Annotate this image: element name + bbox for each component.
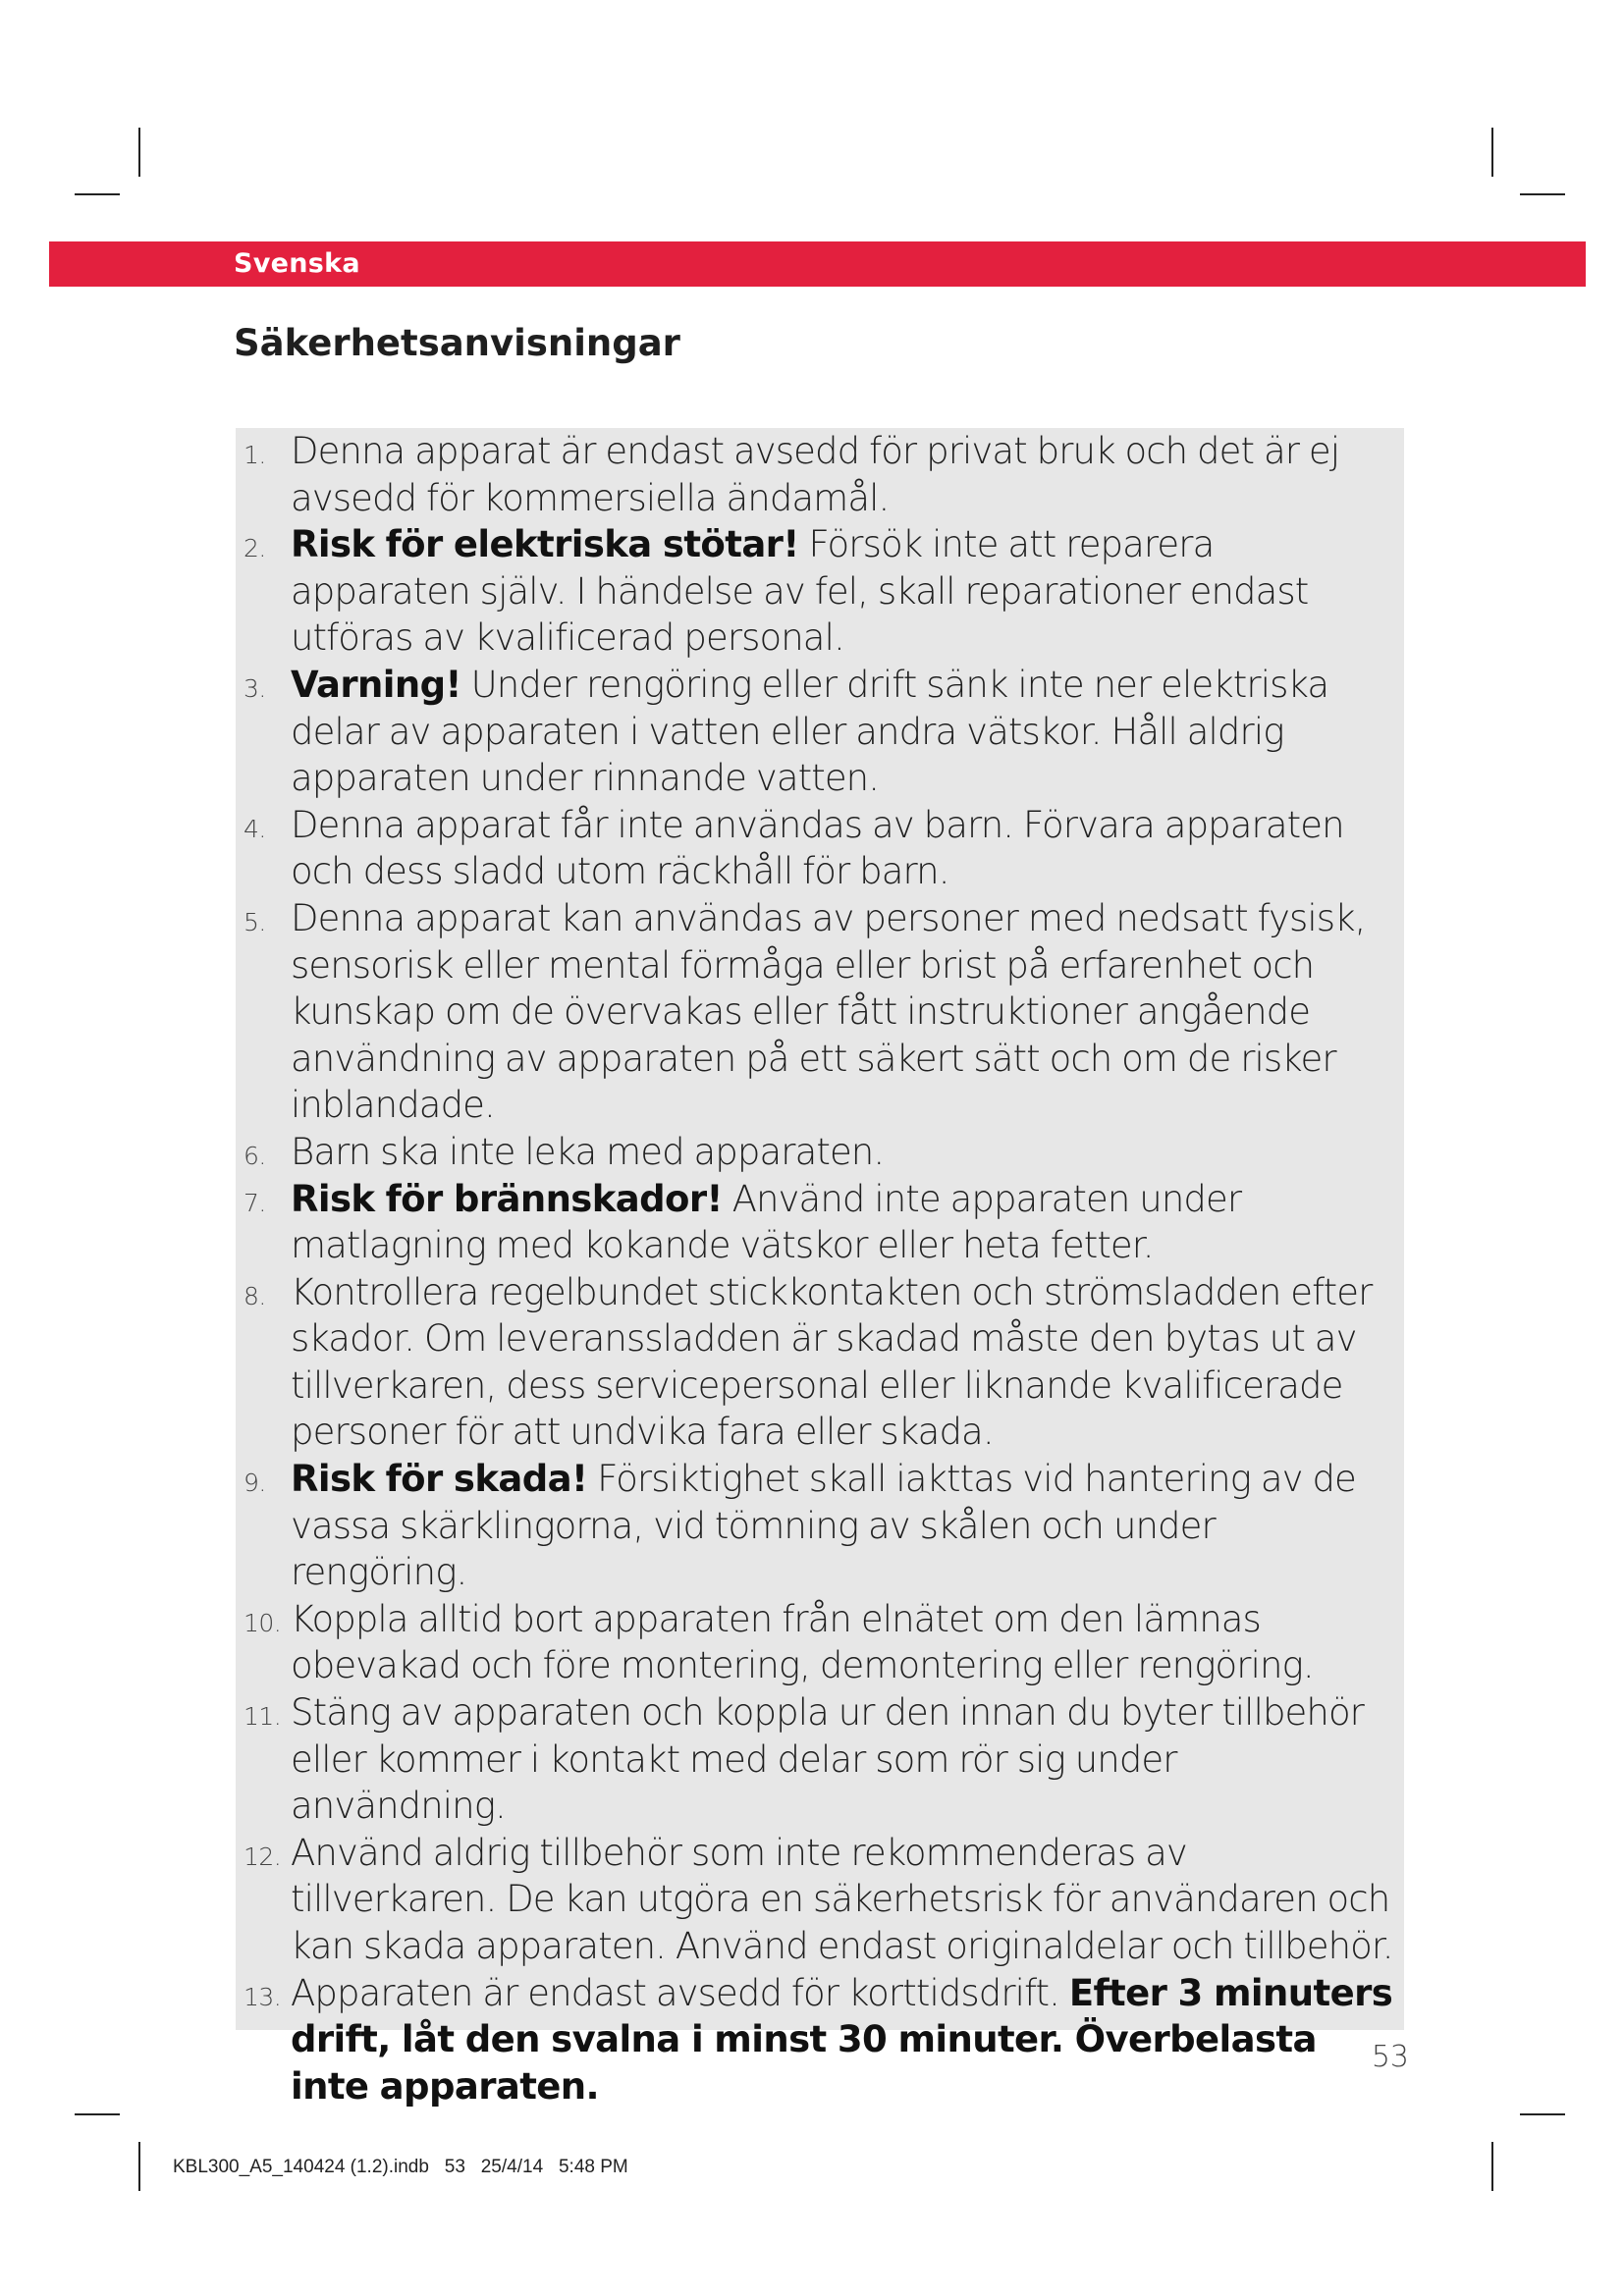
item-number: 5. bbox=[244, 907, 266, 936]
print-slug: KBL300_A5_140424 (1.2).indb 53 25/4/14 5:48 PM bbox=[173, 2157, 628, 2177]
item-number: 7. bbox=[244, 1188, 266, 1217]
item-warning-label: Risk för elektriska stötar! bbox=[291, 523, 799, 566]
safety-item bbox=[244, 1176, 1394, 1269]
safety-item bbox=[244, 1129, 1394, 1176]
safety-item bbox=[244, 1689, 1394, 1830]
item-number: 13. bbox=[244, 1982, 282, 2011]
item-number: 10. bbox=[244, 1608, 282, 1637]
item-warning-label: Risk för skada! bbox=[291, 1458, 588, 1501]
item-text: Under rengöring eller drift sänk inte ner elektriska delar av apparaten i vatten eller andra vätskor. Håll aldrig apparaten under rinnande vatten. bbox=[291, 663, 1329, 800]
crop-mark-top-left-vertical bbox=[138, 128, 140, 177]
item-warning-label: Varning! bbox=[291, 663, 461, 706]
item-warning-label: Risk för brännskador! bbox=[291, 1177, 723, 1220]
crop-mark-bottom-right-horizontal bbox=[1520, 2113, 1565, 2115]
safety-item bbox=[244, 662, 1394, 802]
item-text: Koppla alltid bort apparaten från elnätet om den lämnas obevakad och före montering, demontering eller rengöring. bbox=[291, 1597, 1314, 1687]
item-text: Stäng av apparaten och koppla ur den innan du byter tillbehör eller kommer i kontakt med delar som rör sig under användning. bbox=[291, 1691, 1364, 1828]
item-text: Försök inte att reparera apparaten själv. I händelse av fel, skall reparationer endast utföras av kvalificerad personal. bbox=[291, 523, 1309, 660]
language-header-bar bbox=[49, 241, 1586, 287]
item-text: Använd inte apparaten under matlagning med kokande vätskor eller heta fetter. bbox=[291, 1177, 1242, 1267]
safety-item bbox=[244, 428, 1394, 521]
safety-item bbox=[244, 1830, 1394, 1970]
crop-mark-bottom-left-vertical bbox=[138, 2142, 140, 2191]
item-text: Denna apparat kan användas av personer med nedsatt fysisk, sensorisk eller mental förmåga eller brist på erfarenhet och kunskap om de övervakas eller fått instruktioner angående användning av apparaten på ett säkert sätt och om de risker inblandade. bbox=[291, 896, 1366, 1127]
safety-item bbox=[244, 1456, 1394, 1596]
item-text: Använd aldrig tillbehör som inte rekommenderas av tillverkaren. De kan utgöra en säkerhetsrisk för användaren och kan skada apparaten. Använd endast originaldelar och tillbehör. bbox=[291, 1831, 1393, 1967]
section-title: Säkerhetsanvisningar bbox=[234, 322, 680, 364]
item-number: 2. bbox=[244, 534, 266, 563]
crop-mark-top-right-vertical bbox=[1491, 128, 1493, 177]
item-number: 1. bbox=[244, 441, 266, 469]
item-number: 12. bbox=[244, 1842, 282, 1871]
safety-item bbox=[244, 521, 1394, 662]
crop-mark-top-right-horizontal bbox=[1520, 193, 1565, 195]
item-emphasis: Efter 3 minuters drift, låt den svalna i minst 30 minuter. Överbelasta inte apparaten. bbox=[291, 1971, 1393, 2108]
item-text: Kontrollera regelbundet stickkontakten och strömsladden efter skador. Om leveranssladden är skadad måste den bytas ut av tillverkaren, dess servicepersonal eller liknande kvalificerade personer för att undvika fara eller skada. bbox=[291, 1270, 1373, 1454]
item-text: Apparaten är endast avsedd för korttidsdrift. bbox=[291, 1971, 1069, 2014]
item-number: 6. bbox=[244, 1141, 266, 1170]
safety-item bbox=[244, 802, 1394, 895]
item-number: 3. bbox=[244, 673, 266, 703]
item-text: Försiktighet skall iakttas vid hantering av de vassa skärklingorna, vid tömning av skålen och under rengöring. bbox=[291, 1458, 1356, 1594]
item-number: 8. bbox=[244, 1281, 266, 1310]
safety-item bbox=[244, 1970, 1394, 2110]
crop-mark-bottom-right-vertical bbox=[1491, 2142, 1493, 2191]
item-text: Denna apparat får inte användas av barn. Förvara apparaten och dess sladd utom räckhåll för barn. bbox=[291, 803, 1344, 893]
crop-mark-bottom-left-horizontal bbox=[75, 2113, 120, 2115]
item-number: 11. bbox=[244, 1702, 282, 1732]
item-text: Barn ska inte leka med apparaten. bbox=[291, 1130, 885, 1173]
item-text: Denna apparat är endast avsedd för privat bruk och det är ej avsedd för kommersiella ändamål. bbox=[291, 430, 1340, 519]
item-number: 4. bbox=[244, 814, 266, 843]
language-label: Svenska bbox=[234, 248, 360, 279]
safety-item bbox=[244, 895, 1394, 1129]
item-number: 9. bbox=[244, 1468, 266, 1498]
page-number: 53 bbox=[1371, 2040, 1409, 2074]
safety-item bbox=[244, 1596, 1394, 1689]
crop-mark-top-left-horizontal bbox=[75, 193, 120, 195]
safety-instructions-list bbox=[244, 428, 1394, 2109]
safety-item bbox=[244, 1269, 1394, 1456]
